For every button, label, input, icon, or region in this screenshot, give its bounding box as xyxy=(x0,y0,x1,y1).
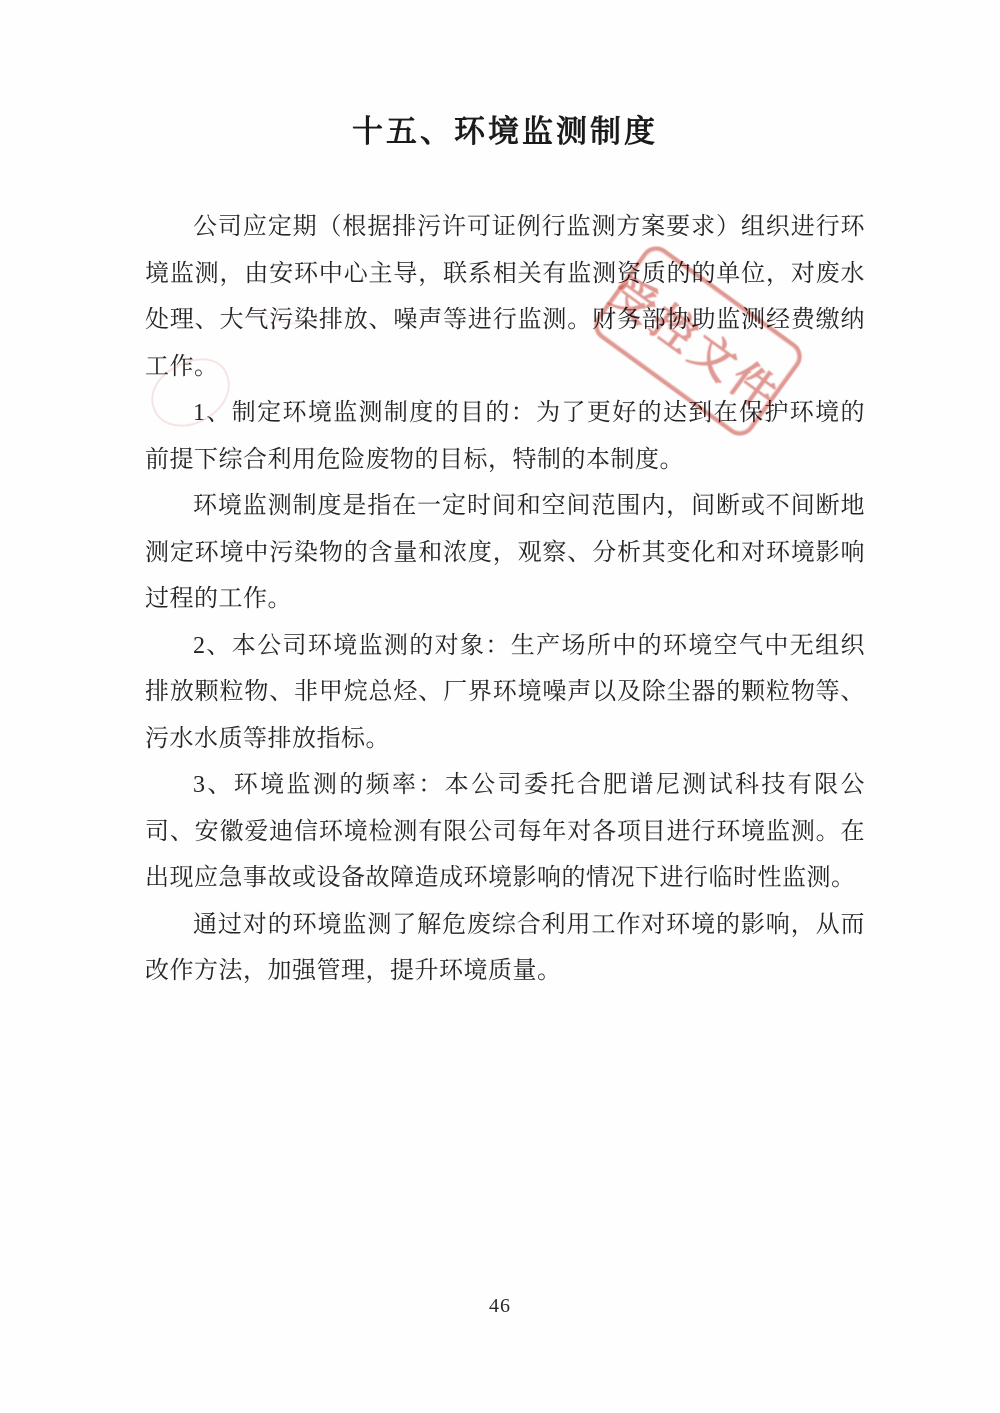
page-number: 46 xyxy=(489,1295,511,1317)
page-title: 十五、环境监测制度 xyxy=(352,114,658,149)
paragraph-item-1-purpose: 1、制定环境监测制度的目的：为了更好的达到在保护环境的前提下综合利用危险废物的目标，特制的本制度。 xyxy=(145,400,865,473)
paragraph-intro: 公司应定期（根据排污许可证例行监测方案要求）组织进行环境监测，由安环中心主导，联系相关有监测资质的的单位，对废水处理、大气污染排放、噪声等进行监测。财务部协助监测经费缴纳工作。 xyxy=(145,214,865,380)
stamp-text: 受控文件 xyxy=(601,267,790,423)
paragraph-item-2-targets: 2、本公司环境监测的对象：生产场所中的环境空气中无组织排放颗粒物、非甲烷总烃、厂界环境噪声以及除尘器的颗粒物等、污水水质等排放指标。 xyxy=(145,632,865,752)
paragraph-conclusion: 通过对的环境监测了解危废综合利用工作对环境的影响，从而改作方法，加强管理，提升环境质量。 xyxy=(145,911,865,984)
paragraph-definition: 环境监测制度是指在一定时间和空间范围内，间断或不间断地测定环境中污染物的含量和浓度，观察、分析其变化和对环境影响过程的工作。 xyxy=(145,493,865,612)
paragraph-item-3-frequency: 3、环境监测的频率：本公司委托合肥谱尼测试科技有限公司、安徽爱迪信环境检测有限公司每年对各项目进行环境监测。在出现应急事故或设备故障造成环境影响的情况下进行临时性监测。 xyxy=(145,772,865,891)
